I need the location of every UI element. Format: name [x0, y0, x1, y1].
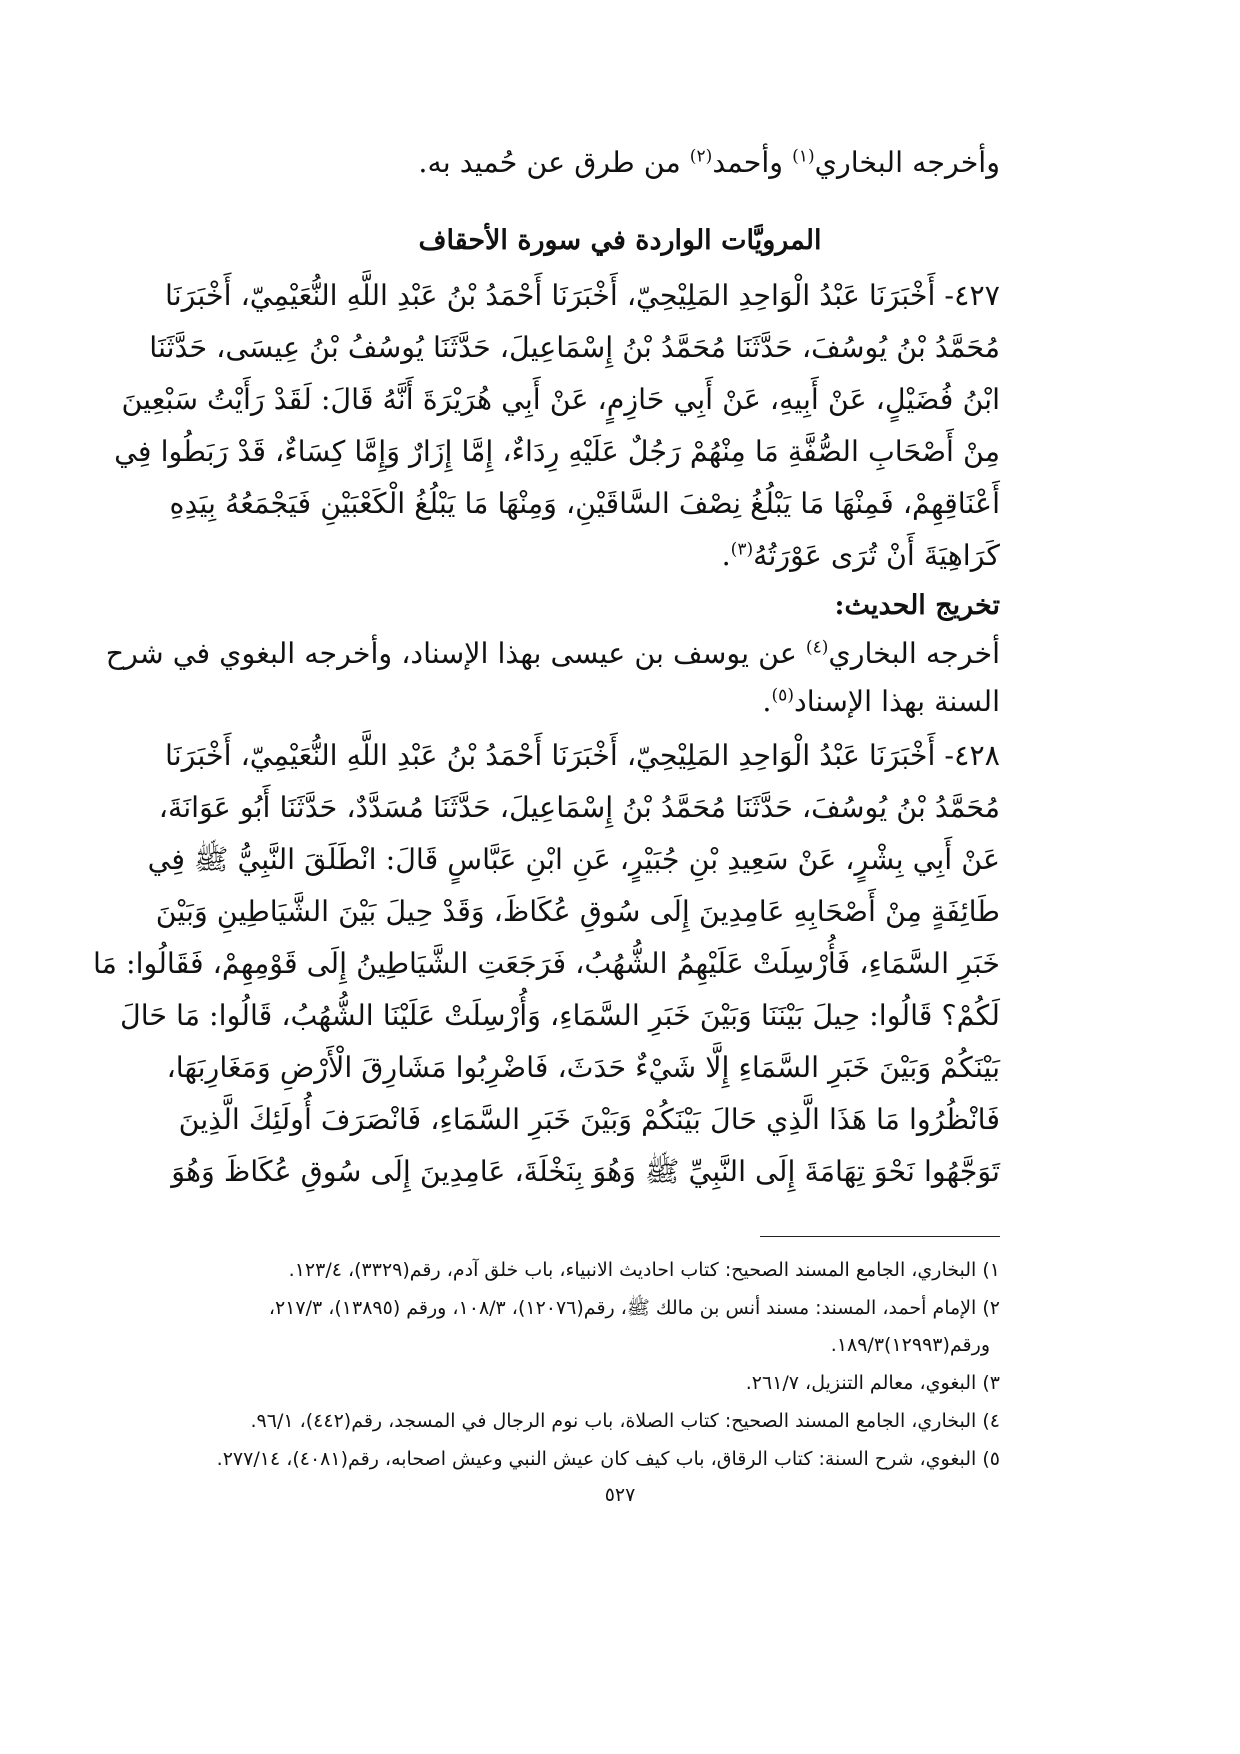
intro-line — [418, 143, 1000, 183]
section-heading: المرويَّات الواردة في سورة الأحقاف — [418, 225, 822, 256]
text: من طرق عن حُميد به. — [418, 146, 690, 179]
text: كَرَاهِيَةَ أَنْ تُرَى عَوْرَتُهُ — [753, 539, 1000, 572]
hadith-427-line-4: مِنْ أَصْحَابِ الصُّفَّةِ مَا مِنْهُمْ رَجُلٌ عَلَيْهِ رِدَاءٌ، إِمَّا إِزَارٌ وَإِمَّا كِسَاءٌ، قَدْ رَبَطُوا فِي — [114, 435, 1000, 468]
takhrij-heading: تخريج الحديث: — [834, 590, 1000, 621]
hadith-428-line-7: بَيْنَكُمْ وَبَيْنَ خَبَرِ السَّمَاءِ إِلَّا شَيْءٌ حَدَثَ، فَاضْرِبُوا مَشَارِقَ الْأَرْضِ وَمَغَارِبَهَا، — [166, 1051, 1000, 1084]
hadith-428-line-3: عَنْ أَبِي بِشْرٍ، عَنْ سَعِيدِ بْنِ جُبَيْرٍ، عَنِ ابْنِ عَبَّاسٍ قَالَ: انْطَلَقَ النَّبِيُّ ﷺ فِي — [147, 843, 1000, 876]
takhrij-line-2 — [762, 682, 1000, 722]
footnote-ref[interactable]: (٢) — [689, 146, 713, 167]
text: . — [721, 539, 731, 572]
footnote-5: ٥) البغوي، شرح السنة: كتاب الرقاق، باب كيف كان عيش النبي وعيش اصحابه، رقم(٤٠٨١)، ٢٧٧/١٤. — [216, 1448, 1000, 1470]
text: أخرجه البخاري — [828, 637, 1000, 670]
hadith-428-line-4: طَائِفَةٍ مِنْ أَصْحَابِهِ عَامِدِينَ إِلَى سُوقِ عُكَاظَ، وَقَدْ حِيلَ بَيْنَ الشَّيَاطِينِ وَبَيْنَ — [155, 895, 1000, 928]
footnote-ref[interactable]: (٣) — [730, 539, 754, 560]
text: وأحمد — [712, 146, 793, 179]
page-number: ٥٢٧ — [604, 1484, 636, 1506]
hadith-428-line-8: فَانْظُرُوا مَا هَذَا الَّذِي حَالَ بَيْنَكُمْ وَبَيْنَ خَبَرِ السَّمَاءِ، فَانْصَرَفَ أُولَئِكَ الَّذِينَ — [178, 1103, 1000, 1136]
text: . — [762, 685, 772, 718]
takhrij-line-1 — [105, 634, 1000, 674]
text: وأخرجه البخاري — [814, 146, 1000, 179]
hadith-427-line-5: أَعْنَاقِهِمْ، فَمِنْهَا مَا يَبْلُغُ نِصْفَ السَّاقَيْنِ، وَمِنْهَا مَا يَبْلُغُ الْكَعْبَيْنِ فَيَجْمَعُهُ بِيَدِهِ — [169, 487, 1000, 520]
footnote-ref[interactable]: (١) — [792, 146, 815, 167]
hadith-427-line-1: ٤٢٧- أَخْبَرَنَا عَبْدُ الْوَاحِدِ المَلِيْحِيّ، أَخْبَرَنَا أَحْمَدُ بْنُ عَبْدِ اللَّهِ النُّعَيْمِيّ، أَخْبَرَنَا — [165, 279, 1000, 312]
text: السنة بهذا الإسناد — [794, 685, 1000, 718]
text: عن يوسف بن عيسى بهذا الإسناد، وأخرجه البغوي في شرح — [105, 637, 806, 670]
footnote-separator — [760, 1236, 1000, 1237]
hadith-428-line-6: لَكُمْ؟ قَالُوا: حِيلَ بَيْنَنَا وَبَيْنَ خَبَرِ السَّمَاءِ، وَأُرْسِلَتْ عَلَيْنَا الشُّهُبُ، قَالُوا: مَا حَالَ — [119, 999, 1000, 1032]
hadith-428-line-9: تَوَجَّهُوا نَحْوَ تِهَامَةَ إِلَى النَّبِيِّ ﷺ وَهُوَ بِنَخْلَةَ، عَامِدِينَ إِلَى سُوقِ عُكَاظَ وَهُوَ — [171, 1155, 1000, 1188]
footnote-ref[interactable]: (٤) — [805, 637, 829, 658]
footnote-2-cont: ورقم(١٢٩٩٣)١٨٩/٣. — [830, 1334, 990, 1356]
hadith-427-line-3: ابْنُ فُضَيْلٍ، عَنْ أَبِيهِ، عَنْ أَبِي حَازِمٍ، عَنْ أَبِي هُرَيْرَةَ أَنَّهُ قَالَ: لَقَدْ رَأَيْتُ سَبْعِينَ — [121, 383, 1000, 416]
footnote-1: ١) البخاري، الجامع المسند الصحيح: كتاب احاديث الانبياء، باب خلق آدم، رقم(٣٣٢٩)، ١٢٣/٤. — [288, 1259, 1000, 1281]
hadith-427-line-6 — [722, 536, 1000, 576]
hadith-428-line-2: مُحَمَّدُ بْنُ يُوسُفَ، حَدَّثَنَا مُحَمَّدُ بْنُ إِسْمَاعِيلَ، حَدَّثَنَا مُسَدَّدٌ، حَدَّثَنَا أَبُو عَوَانَةَ، — [158, 791, 1000, 824]
footnote-ref[interactable]: (٥) — [771, 685, 794, 706]
footnote-4: ٤) البخاري، الجامع المسند الصحيح: كتاب الصلاة، باب نوم الرجال في المسجد، رقم(٤٤٢)، ٩٦/١. — [250, 1410, 1000, 1432]
hadith-428-line-5: خَبَرِ السَّمَاءِ، فَأُرْسِلَتْ عَلَيْهِمُ الشُّهُبُ، فَرَجَعَتِ الشَّيَاطِينُ إِلَى قَوْمِهِمْ، فَقَالُوا: مَا — [92, 947, 1000, 980]
footnote-3: ٣) البغوي، معالم التنزيل، ٢٦١/٧. — [745, 1372, 1000, 1394]
hadith-428-line-1: ٤٢٨- أَخْبَرَنَا عَبْدُ الْوَاحِدِ المَلِيْحِيّ، أَخْبَرَنَا أَحْمَدُ بْنُ عَبْدِ اللَّهِ النُّعَيْمِيّ، أَخْبَرَنَا — [165, 739, 1000, 772]
footnote-2: ٢) الإمام أحمد، المسند: مسند أنس بن مالك ﷺ، رقم(١٢٠٧٦)، ١٠٨/٣، ورقم (١٣٨٩٥)، ٢١٧/٣، — [268, 1297, 1000, 1319]
hadith-427-line-2: مُحَمَّدُ بْنُ يُوسُفَ، حَدَّثَنَا مُحَمَّدُ بْنُ إِسْمَاعِيلَ، حَدَّثَنَا يُوسُفُ بْنُ عِيسَى، حَدَّثَنَا — [149, 331, 1000, 364]
